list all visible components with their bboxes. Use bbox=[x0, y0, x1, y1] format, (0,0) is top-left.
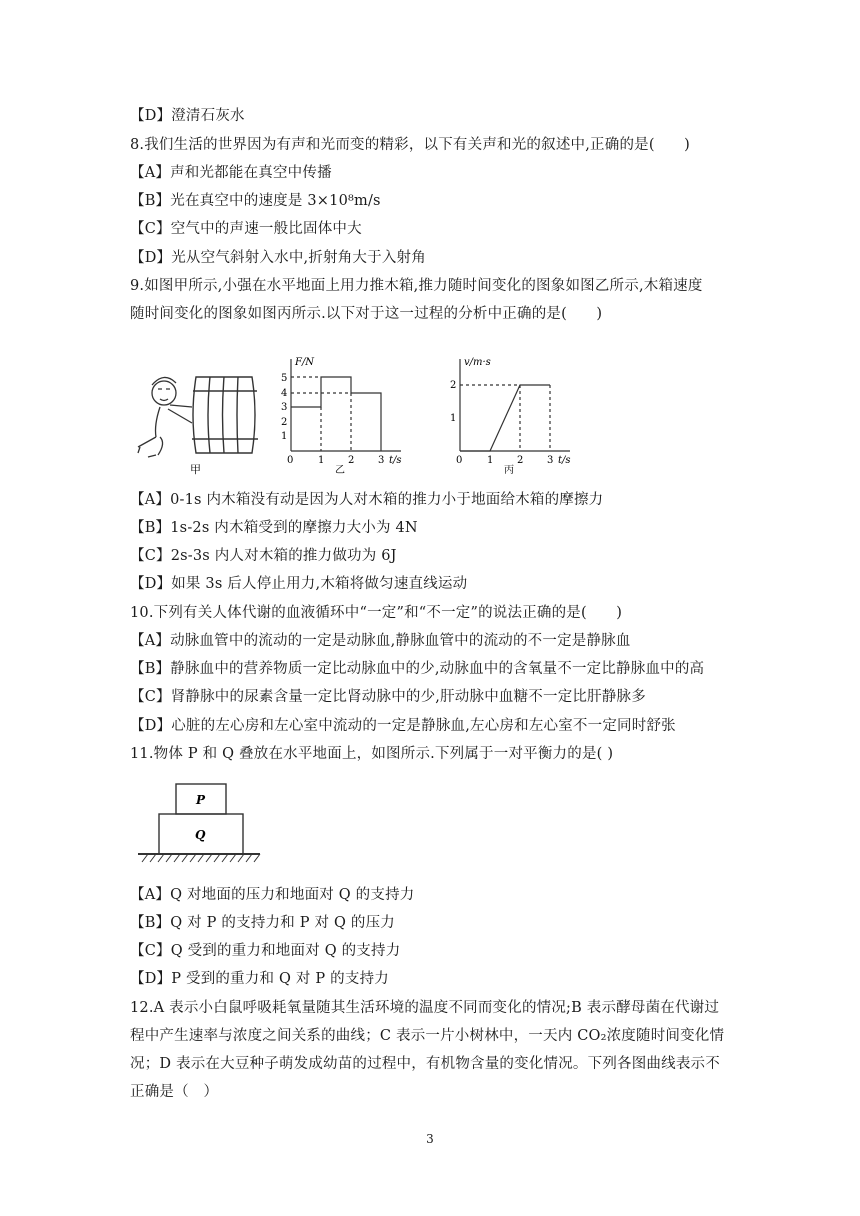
question-12-stem-1: 12.A 表示小白鼠呼吸耗氧量随其生活环境的温度不同而变化的情况;B 表示酵母菌在代谢过 bbox=[130, 1000, 720, 1016]
force-axis-label: F/N bbox=[295, 357, 315, 368]
option-d-q8: 【D】光从空气斜射入水中,折射角大于入射角 bbox=[130, 250, 426, 266]
velocity-curve bbox=[460, 385, 550, 451]
option-d-q11: 【D】P 受到的重力和 Q 对 P 的支持力 bbox=[130, 971, 389, 987]
velocity-time-tick-0: 0 bbox=[456, 455, 463, 466]
question-9-stem-1: 9.如图甲所示,小强在水平地面上用力推木箱,推力随时间变化的图象如图乙所示,木箱速度 bbox=[130, 278, 703, 294]
option-c-q10: 【C】肾静脉中的尿素含量一定比肾动脉中的少,肝动脉中血糖不一定比肝静脉多 bbox=[130, 689, 646, 705]
force-time-tick-2: 2 bbox=[348, 455, 355, 466]
option-d-q9: 【D】如果 3s 后人停止用力,木箱将做匀速直线运动 bbox=[130, 576, 468, 592]
option-b-q11: 【B】Q 对 P 的支持力和 P 对 Q 的压力 bbox=[130, 915, 396, 931]
block-q-label: Q bbox=[195, 828, 206, 842]
block-p-label: P bbox=[196, 793, 206, 807]
option-a-q8: 【A】声和光都能在真空中传播 bbox=[130, 165, 332, 181]
option-a-q11: 【A】Q 对地面的压力和地面对 Q 的支持力 bbox=[130, 887, 415, 903]
question-11-stem: 11.物体 P 和 Q 叠放在水平地面上，如图所示.下列属于一对平衡力的是( ) bbox=[130, 746, 614, 762]
force-time-tick-0: 0 bbox=[287, 455, 294, 466]
question-8-stem: 8.我们生活的世界因为有声和光而变的精彩，以下有关声和光的叙述中,正确的是( ) bbox=[130, 137, 690, 153]
option-b-q8: 【B】光在真空中的速度是 3×10⁸m/s bbox=[130, 193, 381, 209]
figure-jia bbox=[130, 355, 270, 480]
force-curve bbox=[291, 377, 381, 451]
velocity-tick-2: 2 bbox=[450, 380, 457, 391]
option-c-q9: 【C】2s-3s 内人对木箱的推力做功为 6J bbox=[130, 548, 397, 564]
option-c-q8: 【C】空气中的声速一般比固体中大 bbox=[130, 221, 362, 237]
velocity-time-axis-label: t/s bbox=[558, 455, 571, 466]
velocity-axis-label: v/m·s bbox=[464, 357, 491, 368]
option-d-q7: 【D】澄清石灰水 bbox=[130, 108, 245, 124]
question-12-stem-3: 况；D 表示在大豆种子萌发成幼苗的过程中，有机物含量的变化情况。下列各图曲线表示不 bbox=[130, 1056, 720, 1072]
figure-jia-label: 甲 bbox=[190, 463, 201, 476]
force-tick-4: 4 bbox=[281, 388, 288, 399]
velocity-time-tick-2: 2 bbox=[517, 455, 524, 466]
option-b-q10: 【B】静脉血中的营养物质一定比动脉血中的少,动脉血中的含氧量不一定比静脉血中的高 bbox=[130, 661, 705, 677]
force-time-axis-label: t/s bbox=[389, 455, 402, 466]
option-c-q11: 【C】Q 受到的重力和地面对 Q 的支持力 bbox=[130, 943, 401, 959]
figure-p-q-blocks bbox=[134, 778, 264, 868]
velocity-time-tick-3: 3 bbox=[547, 455, 554, 466]
option-d-q10: 【D】心脏的左心房和左心室中流动的一定是静脉血,左心房和左心室不一定同时舒张 bbox=[130, 718, 676, 734]
person-pushing-drawing bbox=[138, 377, 192, 457]
figure-yi-force-graph bbox=[277, 355, 427, 475]
force-tick-5: 5 bbox=[281, 373, 288, 384]
force-time-tick-3: 3 bbox=[378, 455, 385, 466]
ground-hatching bbox=[142, 854, 260, 862]
force-tick-2: 2 bbox=[281, 417, 288, 428]
question-12-stem-2: 程中产生速率与浓度之间关系的曲线；C 表示一片小树林中，一天内 CO₂浓度随时间变化情 bbox=[130, 1028, 725, 1044]
question-9-stem-2: 随时间变化的图象如图丙所示.以下对于这一过程的分析中正确的是( ) bbox=[130, 306, 603, 322]
option-a-q10: 【A】动脉血管中的流动的一定是动脉血,静脉血管中的流动的不一定是静脉血 bbox=[130, 633, 631, 649]
velocity-tick-1: 1 bbox=[450, 413, 457, 424]
figure-bing-label: 丙 bbox=[504, 465, 514, 475]
force-time-tick-1: 1 bbox=[318, 455, 325, 466]
figure-yi-label: 乙 bbox=[335, 465, 345, 475]
option-a-q9: 【A】0-1s 内木箱没有动是因为人对木箱的推力小于地面给木箱的摩擦力 bbox=[130, 492, 604, 508]
question-10-stem: 10.下列有关人体代谢的血液循环中“一定”和“不一定”的说法正确的是( ) bbox=[130, 605, 623, 621]
velocity-time-tick-1: 1 bbox=[487, 455, 494, 466]
option-b-q9: 【B】1s-2s 内木箱受到的摩擦力大小为 4N bbox=[130, 520, 418, 536]
page-number: 3 bbox=[426, 1132, 434, 1146]
force-tick-1: 1 bbox=[281, 431, 288, 442]
question-12-stem-4: 正确是（ ） bbox=[130, 1084, 219, 1100]
figure-bing-velocity-graph bbox=[446, 355, 596, 475]
barrel-drawing bbox=[192, 377, 258, 453]
force-tick-3: 3 bbox=[281, 402, 288, 413]
